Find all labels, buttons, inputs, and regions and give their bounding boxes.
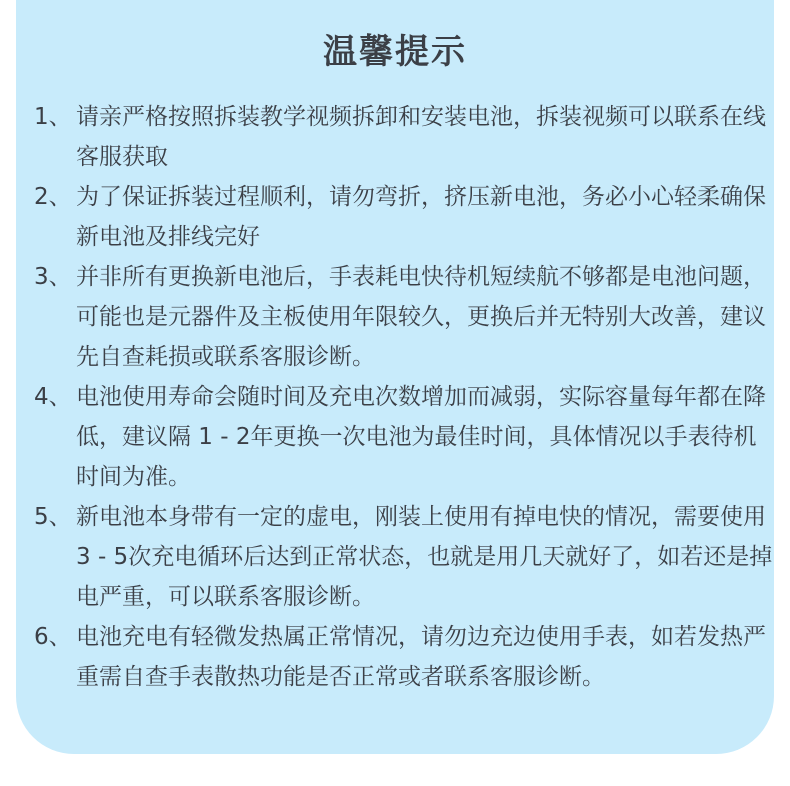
tip-number: 1、 [34, 104, 72, 130]
tip-item [34, 497, 774, 617]
tip-item [34, 177, 774, 257]
tip-text: 并非所有更换新电池后，手表耗电快待机短续航不够都是电池问题，可能也是元器件及主板使用年限较久，更换后并无特别大改善，建议先自查耗损或联系客服诊断。 [76, 264, 766, 370]
tip-text: 电池使用寿命会随时间及充电次数增加而减弱，实际容量每年都在降低，建议隔 1 - 2年更换一次电池为最佳时间，具体情况以手表待机时间为准。 [76, 384, 766, 490]
tip-item [34, 617, 774, 697]
tip-number: 6、 [34, 624, 72, 650]
tip-number: 4、 [34, 384, 72, 410]
tip-item [34, 97, 774, 177]
tip-text: 请亲严格按照拆装教学视频拆卸和安装电池，拆装视频可以联系在线客服获取 [76, 104, 766, 170]
tip-number: 2、 [34, 184, 72, 210]
tip-number: 3、 [34, 264, 72, 290]
tip-number: 5、 [34, 504, 72, 530]
tip-item [34, 377, 774, 497]
page-title: 温馨提示 [323, 32, 467, 72]
tip-text: 为了保证拆装过程顺利，请勿弯折，挤压新电池，务必小心轻柔确保新电池及排线完好 [76, 184, 766, 250]
tip-text: 新电池本身带有一定的虚电，刚装上使用有掉电快的情况，需要使用 3 - 5次充电循环后达到正常状态，也就是用几天就好了，如若还是掉电严重，可以联系客服诊断。 [76, 504, 773, 610]
tip-text: 电池充电有轻微发热属正常情况，请勿边充边使用手表，如若发热严重需自查手表散热功能是否正常或者联系客服诊断。 [76, 624, 766, 690]
tips-list [34, 97, 774, 697]
tip-item [34, 257, 774, 377]
